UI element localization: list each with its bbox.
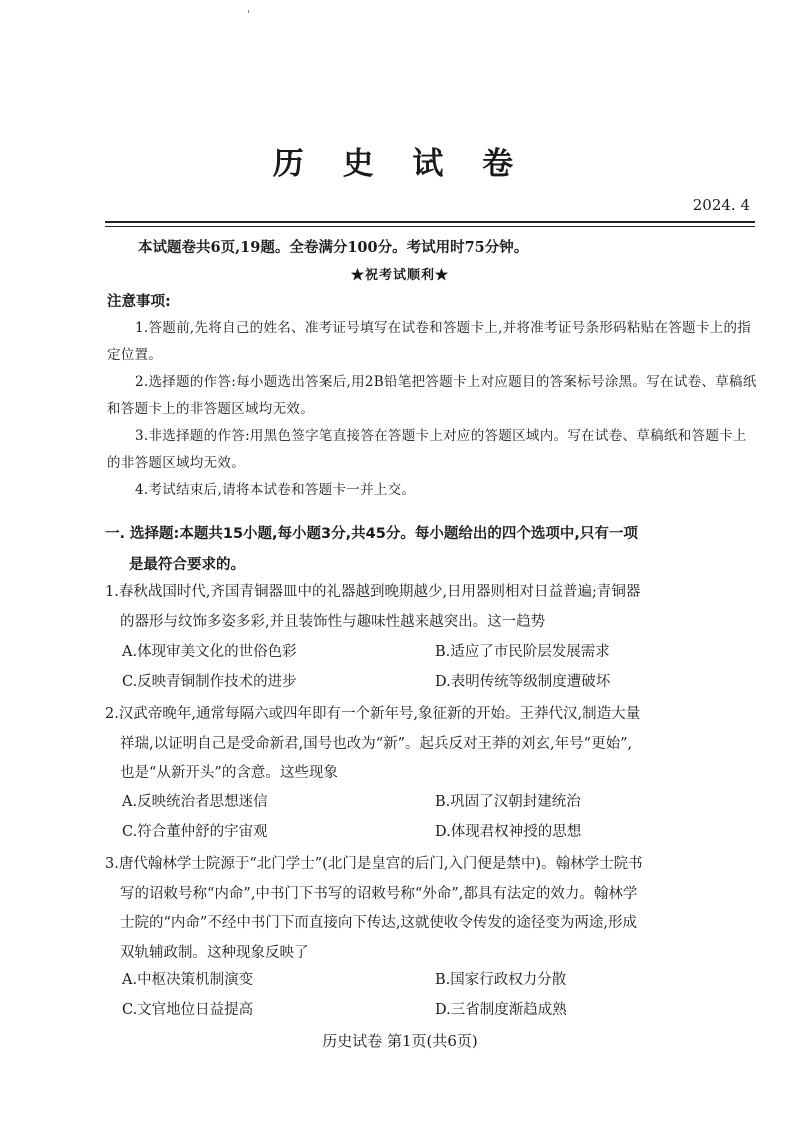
question-2-option-c[interactable]: C.符合董仲舒的宇宙观	[122, 824, 268, 840]
page-footer: 历史试卷 第1页(共6页)	[322, 1032, 478, 1050]
question-1-option-c[interactable]: C.反映青铜制作技术的进步	[122, 674, 297, 690]
question-line: 双轨辅政制。这种现象反映了	[120, 944, 309, 961]
question-1-stem	[105, 578, 760, 637]
question-line: 也是“从新开头”的含意。这些现象	[120, 765, 338, 781]
note-item: 2.选择题的作答:每小题选出答案后,用2B铅笔把答题卡上对应题目的答案标号涂黑。写在试卷、草稿纸和答题卡上的非答题区域均无效。	[107, 374, 757, 417]
header-rule-thin	[105, 226, 755, 227]
good-luck-line: ★祝考试顺利★	[350, 268, 449, 283]
question-2-option-a[interactable]: A.反映统治者思想迷信	[122, 794, 268, 810]
question-3-option-d[interactable]: D.三省制度渐趋成熟	[435, 1002, 567, 1018]
question-line: 士院的“内命”不经中书门下而直接向下传达,这就使收令传发的途径变为两途,形成	[120, 915, 638, 931]
question-line: 1.春秋战国时代,齐国青铜器皿中的礼器越到晚期越少,日用器则相对日益普遍;青铜器	[105, 584, 641, 600]
note-item: 1.答题前,先将自己的姓名、准考证号填写在试卷和答题卡上,并将准考证号条形码粘贴在答题卡上的指定位置。	[107, 320, 752, 363]
section-heading-line: 是最符合要求的。	[129, 557, 245, 573]
exam-date: 2024. 4	[692, 196, 750, 214]
question-line: 写的诏敕号称“内命”,中书门下书写的诏敕号称“外命”,都具有法定的效力。翰林学	[120, 885, 638, 902]
notes-title: 注意事项:	[107, 294, 171, 310]
question-3-stem	[105, 850, 760, 968]
question-line: 3.唐代翰林学士院源于“北门学士”(北门是皇宫的后门,入门便是禁中)。翰林学士院书	[105, 856, 643, 872]
question-1-option-b[interactable]: B.适应了市民阶层发展需求	[435, 644, 610, 660]
note-item: 3.非选择题的作答:用黑色签字笔直接答在答题卡上对应的答题区域内。写在试卷、草稿纸和答题卡上的非答题区域均无效。	[107, 428, 747, 471]
section-heading-line: 一. 选择题:本题共15小题,每小题3分,共45分。每小题给出的四个选项中,只有一项	[105, 526, 638, 542]
question-3-option-b[interactable]: B.国家行政权力分散	[435, 972, 567, 988]
header-rule	[105, 221, 755, 223]
question-line: 2.汉武帝晚年,通常每隔六或四年即有一个新年号,象征新的开始。王莽代汉,制造大量	[105, 706, 641, 722]
question-line: 祥瑞,以证明自己是受命新君,国号也改为“新”。起兵反对王莽的刘玄,年号“更始”,	[120, 735, 633, 752]
question-3-option-a[interactable]: A.中枢决策机制演变	[122, 972, 254, 988]
question-3-option-c[interactable]: C.文官地位日益提高	[122, 1002, 254, 1018]
section-heading	[105, 519, 760, 581]
scan-speck	[248, 10, 249, 13]
question-2-option-b[interactable]: B.巩固了汉朝封建统治	[435, 794, 581, 810]
question-1-option-d[interactable]: D.表明传统等级制度遭破坏	[435, 674, 611, 690]
exam-title: 历 史 试 卷	[272, 146, 528, 182]
question-line: 的器形与纹饰多姿多彩,并且装饰性与趣味性越来越突出。这一趋势	[120, 613, 546, 630]
exam-intro: 本试题卷共6页,19题。全卷满分100分。考试用时75分钟。	[138, 239, 529, 256]
question-1-option-a[interactable]: A.体现审美文化的世俗色彩	[122, 644, 297, 660]
question-2-option-d[interactable]: D.体现君权神授的思想	[435, 824, 582, 840]
note-item: 4.考试结束后,请将本试卷和答题卡一并上交。	[135, 482, 416, 498]
question-2-stem	[105, 700, 760, 789]
